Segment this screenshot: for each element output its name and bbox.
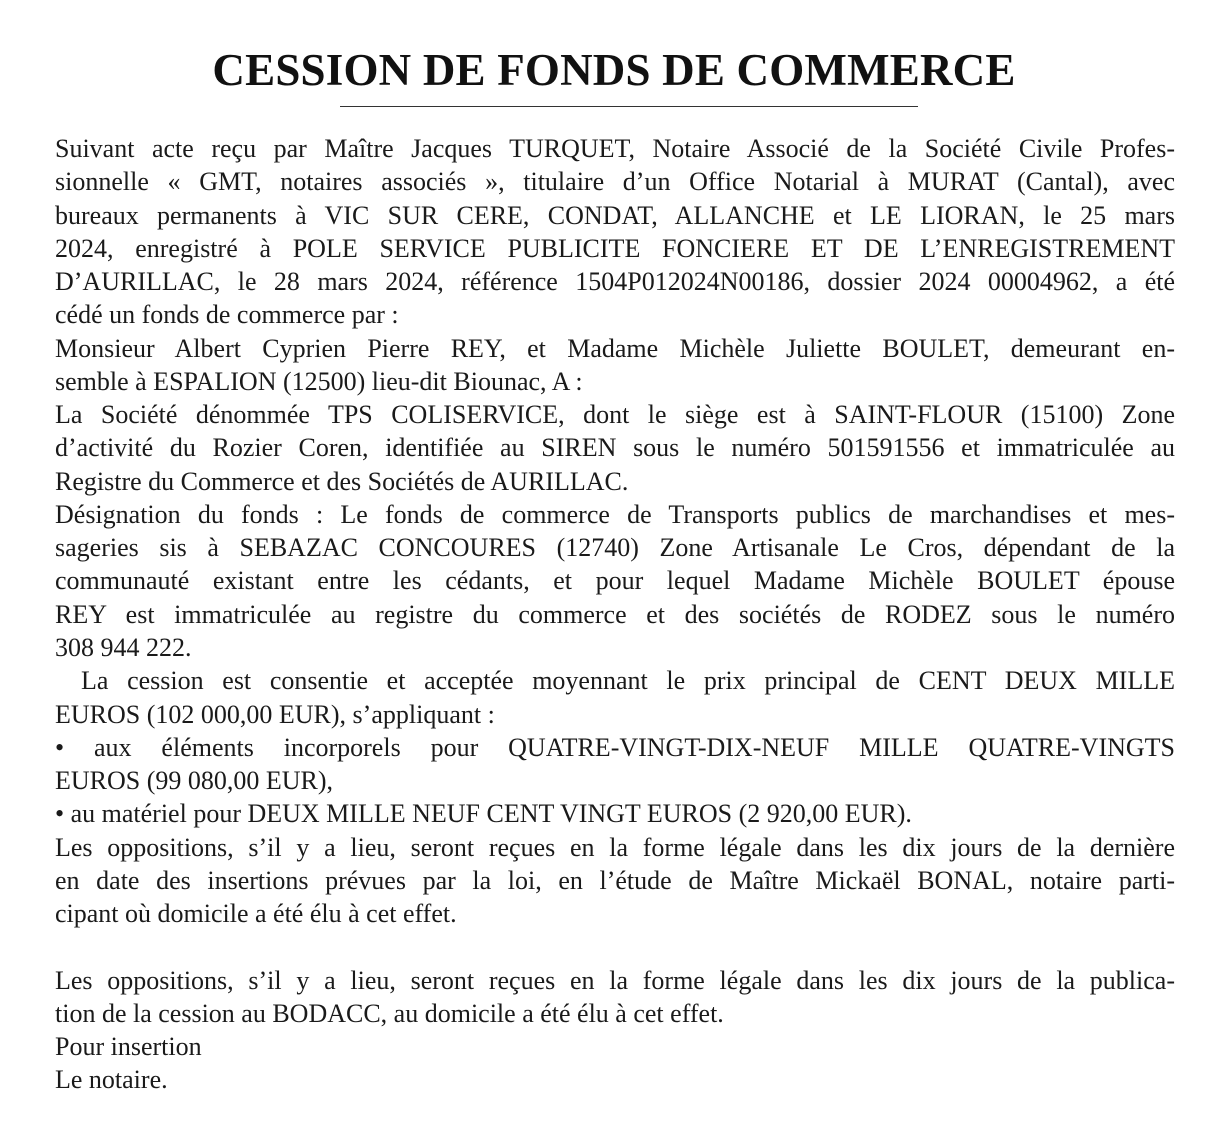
text-line: La Société dénommée TPS COLISERVICE, dont le siège est à SAINT-FLOUR (15100) Zone xyxy=(55,400,1175,430)
text-line: 2024, enregistré à POLE SERVICE PUBLICITE FONCIERE ET DE L’ENREGISTREMENT xyxy=(55,233,1175,263)
text-line: cipant où domicile a été élu à cet effet. xyxy=(55,899,457,929)
text-line: 308 944 222. xyxy=(55,632,192,662)
text-line: D’AURILLAC, le 28 mars 2024, référence 1504P012024N00186, dossier 2024 00004962, a été xyxy=(55,267,1175,297)
text-line: tion de la cession au BODACC, au domicile a été élu à cet effet. xyxy=(55,998,724,1028)
text-line: Les oppositions, s’il y a lieu, seront reçues en la forme légale dans les dix jours de la dernière xyxy=(55,832,1175,862)
text-line: • au matériel pour DEUX MILLE NEUF CENT VINGT EUROS (2 920,00 EUR). xyxy=(55,799,912,829)
text-line: semble à ESPALION (12500) lieu-dit Biounac, A : xyxy=(55,366,583,396)
text-line: Le notaire. xyxy=(55,1065,168,1095)
text-line: Désignation du fonds : Le fonds de commerce de Transports publics de marchandises et mes- xyxy=(55,499,1175,529)
text-line: Pour insertion xyxy=(55,1032,202,1062)
text-line: bureaux permanents à VIC SUR CERE, CONDAT, ALLANCHE et LE LIORAN, le 25 mars xyxy=(55,200,1175,230)
title-underline xyxy=(340,106,918,107)
text-line: Suivant acte reçu par Maître Jacques TURQUET, Notaire Associé de la Société Civile Profes- xyxy=(55,134,1175,163)
text-line: • aux éléments incorporels pour QUATRE-VINGT-DIX-NEUF MILLE QUATRE-VINGTS xyxy=(55,732,1175,762)
text-line: La cession est consentie et acceptée moyennant le prix principal de CENT DEUX MILLE xyxy=(81,666,1175,696)
text-line: d’activité du Rozier Coren, identifiée au SIREN sous le numéro 501591556 et immatriculée au xyxy=(55,433,1175,463)
text-line: Les oppositions, s’il y a lieu, seront reçues en la forme légale dans les dix jours de la publica- xyxy=(55,965,1175,995)
text-line: en date des insertions prévues par la loi, en l’étude de Maître Mickaël BONAL, notaire parti- xyxy=(55,865,1175,895)
paragraph-gap xyxy=(55,930,1175,963)
text-line: sionnelle « GMT, notaires associés », titulaire d’un Office Notarial à MURAT (Cantal), avec xyxy=(55,167,1175,197)
text-line: Registre du Commerce et des Sociétés de AURILLAC. xyxy=(55,466,629,496)
notice-body xyxy=(55,132,1175,1097)
text-line: cédé un fonds de commerce par : xyxy=(55,300,399,330)
text-line: EUROS (102 000,00 EUR), s’appliquant : xyxy=(55,699,495,729)
text-line: REY est immatriculée au registre du commerce et des sociétés de RODEZ sous le numéro xyxy=(55,599,1175,629)
page-title: CESSION DE FONDS DE COMMERCE xyxy=(212,45,1016,95)
text-line: communauté existant entre les cédants, et pour lequel Madame Michèle BOULET épouse xyxy=(55,566,1175,596)
text-line: sageries sis à SEBAZAC CONCOURES (12740) Zone Artisanale Le Cros, dépendant de la xyxy=(55,533,1175,563)
text-line: Monsieur Albert Cyprien Pierre REY, et Madame Michèle Juliette BOULET, demeurant en- xyxy=(55,333,1175,363)
text-line: EUROS (99 080,00 EUR), xyxy=(55,766,334,796)
